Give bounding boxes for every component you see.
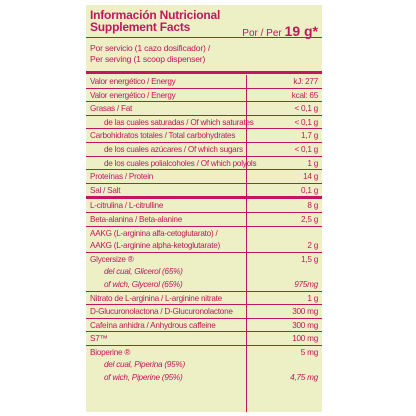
nutrient-value: 1 g (307, 158, 318, 168)
nutrient-label: Sal / Salt (90, 185, 121, 195)
per-prefix: Por / Per (242, 28, 285, 39)
nutrient-value: 5 mg (300, 347, 318, 357)
serving-desc-en: Per serving (1 scoop dispenser) (90, 54, 206, 64)
table-row (86, 143, 322, 156)
nutrient-value: 300 mg (292, 307, 318, 317)
nutrient-label: del cual, Piperina (95%) (104, 360, 185, 370)
table-row (86, 227, 322, 240)
nutrient-value: < 0,1 g (294, 117, 318, 127)
nutrient-label: Bioperine ® (90, 347, 131, 357)
nutrient-label: Valor energético / Energy (90, 90, 176, 100)
table-row (86, 319, 322, 332)
table-row (86, 358, 322, 371)
nutrient-label: of wich, Glycerol (65%) (104, 279, 183, 289)
nutrient-label: Glycersize ® (90, 254, 134, 264)
nutrient-value: 1 g (307, 293, 318, 303)
nutrient-label: Cafeína anhidra / Anhydrous caffeine (90, 320, 216, 330)
table-row (86, 253, 322, 266)
table-row (86, 278, 322, 291)
nutrient-value: 2 g (307, 241, 318, 251)
header-thick-divider (86, 71, 322, 74)
table-row (86, 102, 322, 115)
table-row (86, 116, 322, 129)
supplement-facts-panel (86, 5, 322, 412)
table-row (86, 371, 322, 384)
nutrient-label: D-Glucuronolactona / D-Glucuronolactone (90, 307, 233, 317)
nutrient-table (86, 75, 322, 384)
table-row (86, 292, 322, 305)
nutrient-value: kJ: 277 (293, 77, 318, 86)
nutrient-label: L-citrulina / L-citrulline (90, 201, 164, 211)
table-row (86, 346, 322, 359)
nutrient-value: 1,5 g (301, 254, 318, 264)
table-row (86, 157, 322, 170)
title-english: Supplement Facts (90, 20, 191, 34)
nutrient-label: del cual, Glicerol (65%) (104, 267, 183, 277)
table-row (86, 184, 322, 197)
nutrient-value: kcal: 65 (291, 90, 318, 100)
table-row (86, 89, 322, 102)
table-row (86, 305, 322, 318)
nutrient-label: Grasas / Fat (90, 104, 133, 114)
nutrient-label: AAKG (L-arginine alpha-ketoglutarate) (90, 241, 221, 251)
nutrient-label: de las cuales saturadas / Of which saturates (104, 117, 254, 127)
nutrient-label: Carbohidratos totales / Total carbohydrates (90, 131, 236, 141)
table-row (86, 170, 322, 183)
nutrient-value: 4,75 mg (290, 373, 318, 383)
nutrient-value: 8 g (307, 201, 318, 211)
nutrient-value: < 0,1 g (294, 104, 318, 114)
nutrient-label: Valor energético / Energy (90, 77, 176, 86)
nutrient-value: 975mg (294, 279, 318, 289)
column-divider (246, 75, 247, 412)
table-row (86, 239, 322, 252)
table-row (86, 129, 322, 142)
table-row (86, 265, 322, 278)
panel-header (90, 8, 318, 39)
nutrient-value: < 0,1 g (294, 144, 318, 154)
header-divider (86, 37, 322, 38)
nutrient-label: de los cuales polialcoholes / Of which polyols (104, 158, 257, 168)
nutrient-label: de los cuales azúcares / Of which sugars (104, 144, 243, 154)
nutrient-label: of wich, Piperine (95%) (104, 373, 183, 383)
nutrient-label: Proteínas / Protein (90, 172, 154, 182)
per-amount: 19 g* (284, 23, 318, 39)
nutrient-value: 2,5 g (301, 214, 318, 224)
table-row (86, 332, 322, 345)
table-row (86, 199, 322, 212)
nutrient-value: 14 g (303, 172, 318, 182)
nutrient-label: Nitrato de L-arginina / L-arginine nitrate (90, 293, 222, 303)
nutrient-label: S7™ (90, 334, 108, 344)
nutrient-label: Beta-alanina / Beta-alanine (90, 214, 183, 224)
nutrient-value: 1,7 g (301, 131, 318, 141)
nutrient-value: 0,1 g (301, 185, 318, 195)
table-row (86, 213, 322, 226)
serving-desc-es: Por servicio (1 cazo dosificador) / (90, 43, 211, 53)
nutrient-label: AAKG (L-arginina alfa-cetoglutarato) / (90, 228, 218, 238)
table-row (86, 75, 322, 88)
title-spanish: Información Nutricional (90, 8, 221, 22)
nutrient-value: 300 mg (292, 320, 318, 330)
nutrient-value: 100 mg (292, 334, 318, 344)
